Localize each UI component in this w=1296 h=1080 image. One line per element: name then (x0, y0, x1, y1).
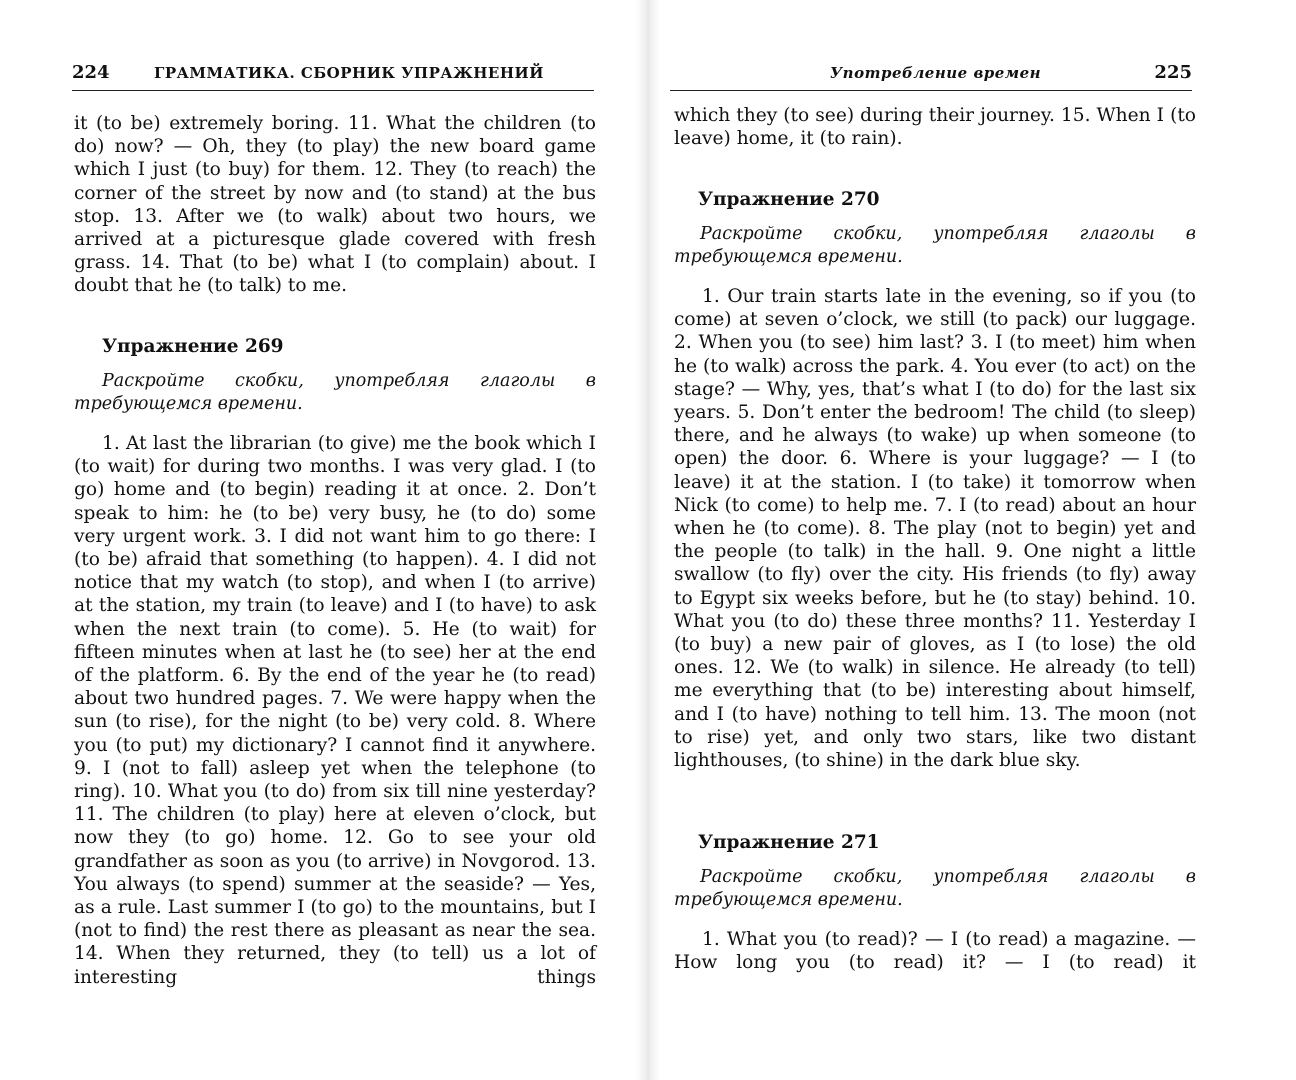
right-running-title: Употребление времен (830, 64, 1042, 82)
exercise-269-instruction: Раскройте скобки, употребляя глаголы в требующемся времени. (74, 371, 596, 414)
exercise-271-instruction: Раскройте скобки, употребляя глаголы в требующемся времени. (674, 867, 1196, 910)
right-page (648, 0, 1296, 1080)
exercise-270-instruction: Раскройте скобки, употребляя глаголы в требующемся времени. (674, 224, 1196, 267)
exercise-271-title: Упражнение 271 (698, 832, 880, 853)
left-page-number: 224 (72, 62, 110, 83)
right-page-number: 225 (1154, 62, 1192, 83)
exercise-271-text: 1. What you (to read)? — I (to read) a magazine. — How long you (to read) it? — I (to read) it (674, 929, 1196, 974)
exercise-270-text: 1. Our train starts late in the evening, so if you (to come) at seven o’clock, we still (to pack) our luggage. 2. When you (to see) him last? 3. I (to meet) him when he (to walk) across the park. 4. You ever (to act) on the stage? — Why, yes, that’s what I (to do) for the last six years. 5. Don’t enter the bedroom! The child (to sleep) there, and he always (to wake) up when someone (to open) the door. 6. Where is your luggage? — I (to leave) it at the station. I (to take) it tomorrow when Nick (to come) to help me. 7. I (to read) about an hour when he (to come). 8. The play (not to begin) yet and the people (to talk) in the hall. 9. One night a little swallow (to fly) over the city. His friends (to fly) away to Egypt six weeks before, but he (to stay) behind. 10. What you (to do) these three months? 11. Yesterday I (to buy) a new pair of gloves, as I (to lose) the old ones. 12. We (to walk) in silence. He already (to tell) me everything that (to be) interesting about himself, and I (to have) nothing to tell him. 13. The moon (not to rise) yet, and only two stars, like two distant lighthouses, (to shine) in the dark blue sky. (674, 286, 1196, 772)
left-continued-text: it (to be) extremely boring. 11. What the children (to do) now? — Oh, they (to play) the new board game which I just (to buy) for them. 12. They (to reach) the corner of the street by now and (to stand) at the bus stop. 13. After we (to walk) about two hours, we arrived at a picturesque glade covered with fresh grass. 14. That (to be) what I (to complain) about. I doubt that he (to talk) to me. (74, 113, 596, 297)
left-page-header (72, 58, 594, 91)
left-running-title: ГРАММАТИКА. СБОРНИК УПРАЖНЕНИЙ (154, 64, 544, 82)
exercise-270-title: Упражнение 270 (698, 189, 880, 210)
right-page-header (670, 58, 1192, 91)
right-continued-text: which they (to see) during their journey. 15. When I (to leave) home, it (to rain). (674, 105, 1196, 150)
exercise-269-title: Упражнение 269 (102, 336, 284, 357)
exercise-269-text: 1. At last the librarian (to give) me the book which I (to wait) for during two months. I was very glad. I (to go) home and (to begin) reading it at once. 2. Don’t speak to him: he (to be) very busy, he (to do) some very urgent work. 3. I did not want him to go there: I (to be) afraid that something (to happen). 4. I did not notice that my watch (to stop), and when I (to arrive) at the station, my train (to leave) and I (to have) to ask when the next train (to come). 5. He (to wait) for fifteen minutes when at last he (to see) her at the end of the platform. 6. By the end of the year he (to read) about two hundred pages. 7. We were happy when the sun (to rise), for the night (to be) very cold. 8. Where you (to put) my dictionary? I cannot find it anywhere. 9. I (not to fall) asleep yet when the telephone (to ring). 10. What you (to do) from six till nine yesterday? 11. The children (to play) here at eleven o’clock, but now they (to go) home. 12. Go to see your old grandfather as soon as you (to arrive) in Novgorod. 13. You always (to spend) summer at the seaside? — Yes, as a rule. Last summer I (to go) to the mountains, but I (not to find) the rest there as pleasant as near the sea. 14. When they returned, they (to tell) us a lot of interesting things (74, 433, 596, 988)
